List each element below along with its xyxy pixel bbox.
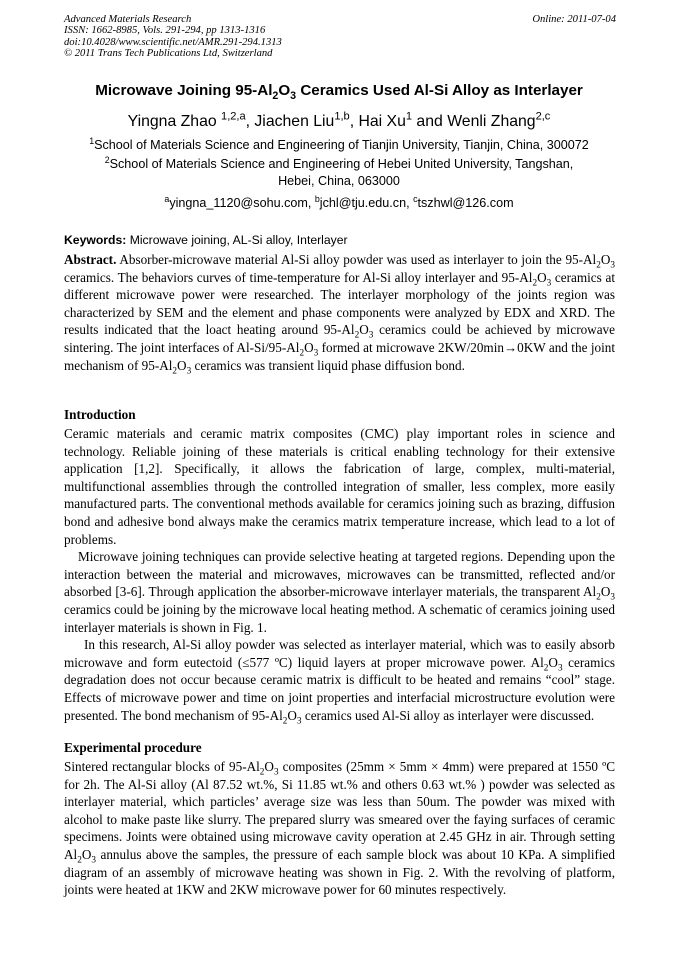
email-link[interactable]: tszhwl@126.com xyxy=(417,196,514,210)
section-heading-experimental: Experimental procedure xyxy=(64,740,202,755)
journal-name: Advanced Materials Research xyxy=(64,14,192,25)
experimental-body xyxy=(64,758,615,899)
affiliation-2: $^2$School of Materials Science and Engineering of Hebei United University, Tangshan, Hebei, China, 063000 xyxy=(104,154,574,188)
author-emails: $^a$yingna_1120@sohu.com, $^b$jchl@tju.edu.cn, $^c$tszhwl@126.com xyxy=(164,193,514,210)
paragraph: Sintered rectangular blocks of $95-Al_2O_3$ composites (25mm × 5mm × 4mm) were prepared at 1550 ºC for 2h. The Al-Si alloy (Al 87.52 wt.%, Si 11.85 wt.% and others 0.63 wt.% ) powder was selected as interlayer material, which particles’ average size was less than 50um. The powder was mixed with alcohol to make paste like slurry. The prepared slurry was smeared over the faying surfaces of ceramic specimens. Joints were obtained using microwave cavity operation at 2.45 GHz in air. Through setting $Al_2O_3$ annulus above the samples, the pressure of each sample block was about 10 KPa. A simplified diagram of an assembly of microwave heating was shown in Fig. 2. With the revolving of platform, joints were heated at 1KW and 2KW microwave power for 60 minutes respectively. xyxy=(64,759,615,898)
paper-title: Microwave Joining $95-Al_2O_3$ Ceramics Used Al-Si Alloy as Interlayer xyxy=(95,82,583,103)
introduction-body xyxy=(64,425,615,724)
abstract: Abstract. Absorber-microwave material Al-Si alloy powder was used as interlayer to join the $95-Al_2O_3$ ceramics. The behaviors curves of time-temperature for Al-Si alloy interlayer and $95-Al_2O_3$ ceramics at different microwave power were researched. The interlayer morphology of the joints region was characterized by SEM and the element and phase components were analyzed by EDX and XRD. The results indicated that the loact heating around $95-Al_2O_3$ ceramics could be achieved by microwave sintering. The joint interfaces of $Al-Si/95-Al_2O_3$ formed at microwave 2KW/20min→0KW and the joint mechanism of $95-Al_2O_3$ ceramics was transient liquid phase diffusion bond. xyxy=(64,252,616,376)
email-link[interactable]: jchl@tju.edu.cn, xyxy=(319,196,414,210)
keywords: Keywords: Microwave joining, AL-Si alloy, Interlayer xyxy=(64,233,348,247)
journal-header xyxy=(64,14,616,60)
abstract-label: Abstract. xyxy=(64,252,117,267)
author-name: Yingna Zhao xyxy=(127,113,222,130)
author-name: Hai Xu xyxy=(358,113,406,130)
paragraph: Microwave joining techniques can provide selective heating at targeted regions. Depending upon the interaction between the material and microwaves, microwaves can be transmitted, reflected and/or absorbed [3-6]. Through application the absorber-microwave interlayer materials, the transparent $Al_2O_3$ ceramics could be joining by the microwave local heating method. A schematic of ceramics joining used interlayer materials is shown in Fig. 1. xyxy=(64,549,615,635)
section-heading-introduction: Introduction xyxy=(64,407,136,422)
paragraph: In this research, Al-Si alloy powder was selected as interlayer material, which was to easily absorb microwave and form eutectoid (≤577 ºC) liquid layers at proper microwave power. $Al_2O_3$ ceramics degradation does not occur because ceramic matrix is difficult to be heated and remains “cool” stage. Effects of microwave power and time on joint properties and interfacial microstructure evolution were presented. The bond mechanism of $95-Al_2O_3$ ceramics used Al-Si alloy as interlayer were discussed. xyxy=(64,637,615,726)
keywords-label: Keywords: xyxy=(64,233,127,247)
email-link[interactable]: yingna_1120@sohu.com, xyxy=(169,196,315,210)
doi-line: doi:10.4028/www.scientific.net/AMR.291-294.1313 xyxy=(64,36,282,48)
author-name: Wenli Zhang xyxy=(447,113,536,130)
author-list: Yingna Zhao $^{1,2,a}$, Jiachen Liu$^{1,b}$, Hai Xu$^1$ and Wenli Zhang$^{2,c}$ xyxy=(127,110,551,130)
issn-line: ISSN: 1662-8985, Vols. 291-294, pp 1313-1316 xyxy=(64,25,266,37)
online-date: Online: 2011-07-04 xyxy=(532,14,616,25)
affiliation-1: $^1$School of Materials Science and Engineering of Tianjin University, Tianjin, China, 300072 xyxy=(89,135,589,152)
paragraph: Ceramic materials and ceramic matrix composites (CMC) play important roles in science and technology. Reliable joining of these materials is critical enabling technology for their extensive application [1,2]. Specifically, it allows the fabrication of large, complex, multi-material, multifunctional assemblies through the controlled integration of smaller, less complex, more easily manufactured parts. The conventional methods available for ceramics joining such as brazing, diffusion bond and adhesive bond always make the ceramics matrix temperature increase, which lead to a lot of problems. xyxy=(64,426,615,547)
author-name: Jiachen Liu xyxy=(254,113,335,130)
copyright-line: © 2011 Trans Tech Publications Ltd, Switzerland xyxy=(64,48,273,60)
